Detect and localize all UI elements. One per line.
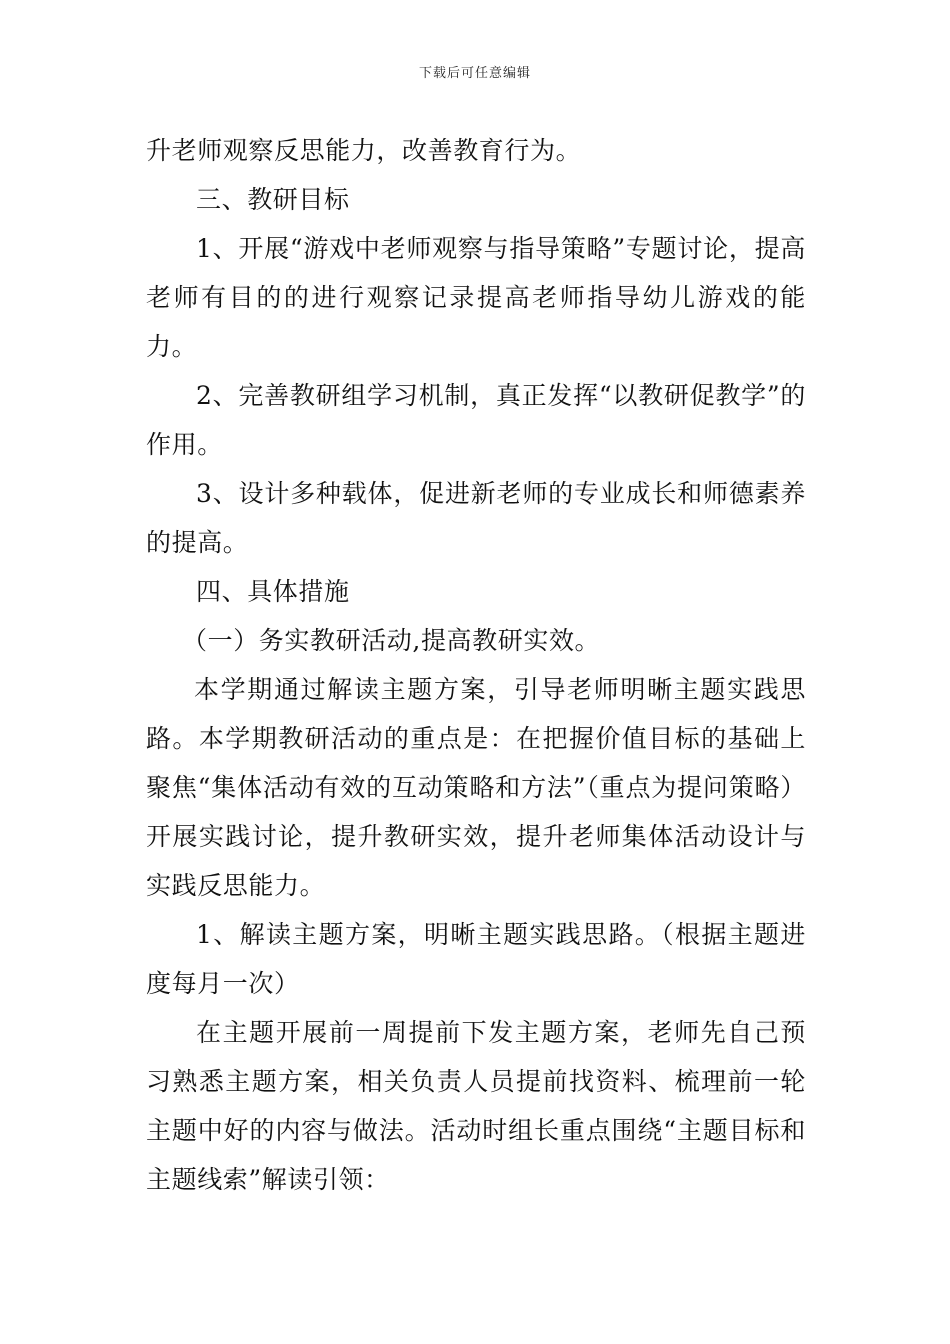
- document-body: [146, 126, 806, 1204]
- goal-item-2: 2、完善教研组学习机制，真正发挥“以教研促教学”的作用。: [146, 381, 806, 459]
- body-paragraph-focus: 本学期通过解读主题方案，引导老师明晰主题实践思路。本学期教研活动的重点是：在把握价值目标的基础上聚焦“集体活动有效的互动策略和方法”（重点为提问策略）开展实践讨论，提升教研实效，提升老师集体活动设计与实践反思能力。: [146, 675, 806, 900]
- section-heading-goals: 三、教研目标: [196, 185, 350, 214]
- measure-item-1: 1、解读主题方案，明晰主题实践思路。（根据主题进度每月一次）: [146, 920, 806, 998]
- goal-item-3: 3、设计多种载体，促进新老师的专业成长和师德素养的提高。: [146, 479, 806, 557]
- goal-item-1: 1、开展“游戏中老师观察与指导策略”专题讨论，提高老师有目的的进行观察记录提高老师指导幼儿游戏的能力。: [146, 234, 806, 361]
- section-heading-measures: 四、具体措施: [196, 577, 350, 606]
- subsection-heading-1: （一）务实教研活动,提高教研实效。: [182, 626, 601, 655]
- page-header: 下载后可任意编辑: [418, 66, 531, 81]
- body-paragraph-preparation: 在主题开展前一周提前下发主题方案，老师先自己预习熟悉主题方案，相关负责人员提前找资料、梳理前一轮主题中好的内容与做法。活动时组长重点围绕“主题目标和主题线索”解读引领：: [146, 1018, 806, 1194]
- paragraph-continuation: 升老师观察反思能力，改善教育行为。: [146, 136, 582, 165]
